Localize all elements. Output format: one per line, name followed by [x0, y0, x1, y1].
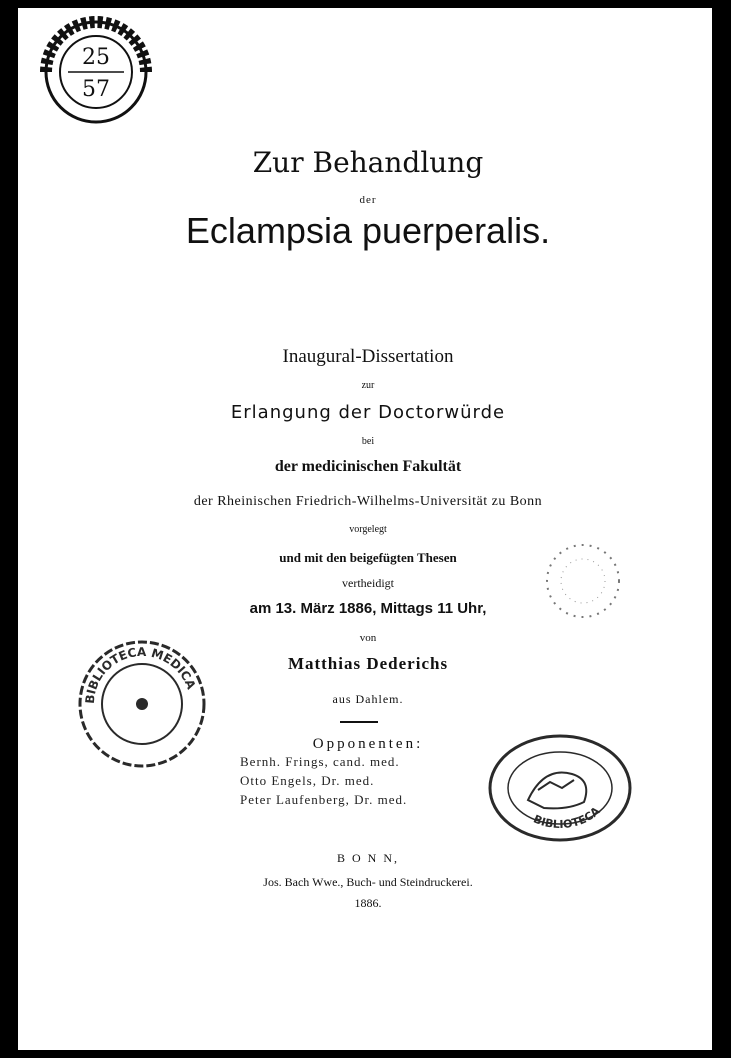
medical-library-stamp	[74, 636, 210, 772]
society-ring-text: BIBLIOTECA	[531, 804, 603, 832]
opponent-item: Peter Laufenberg, Dr. med.	[240, 792, 408, 807]
imprint-printer: Jos. Bach Wwe., Buch- und Steindruckerei.	[263, 875, 473, 889]
society-oval-stamp	[484, 730, 636, 846]
dissertation-purpose: Erlangung der Doctorwürde	[230, 402, 506, 423]
imprint-city: B O N N,	[336, 851, 399, 865]
bei-label: bei	[361, 436, 375, 447]
opponent-item: Bernh. Frings, cand. med.	[240, 754, 400, 769]
faint-stamp	[538, 536, 628, 626]
title-connector: der	[359, 194, 377, 206]
author-name: Matthias Dederichs	[287, 654, 449, 673]
library-label-stamp	[24, 14, 164, 124]
opponents-heading: Opponenten:	[312, 736, 424, 752]
faculty-name: der medicinischen Fakultät	[274, 458, 462, 475]
opponents-list	[240, 754, 500, 811]
title-main: Zur Behandlung	[252, 146, 484, 179]
dissertation-type: Inaugural-Dissertation	[282, 346, 454, 367]
von-label: von	[359, 632, 377, 644]
theses-line: und mit den beigefügten Thesen	[279, 550, 457, 565]
label-top-number: 25	[82, 45, 110, 70]
zur-label: zur	[361, 380, 375, 391]
author-origin: aus Dahlem.	[332, 692, 404, 706]
vertheidigt-label: vertheidigt	[342, 576, 394, 590]
label-bottom-number: 57	[82, 77, 110, 102]
defense-date: am 13. März 1886, Mittags 11 Uhr,	[249, 600, 487, 617]
university-name: der Rheinischen Friedrich-Wilhelms-Universität zu Bonn	[193, 494, 543, 509]
title-subject: Eclampsia puerperalis.	[185, 210, 551, 251]
vorgelegt-label: vorgelegt	[349, 524, 387, 535]
divider-rule	[340, 721, 378, 723]
opponent-item: Otto Engels, Dr. med.	[240, 773, 375, 788]
imprint-year: 1886.	[354, 896, 382, 910]
document-page	[18, 8, 718, 1050]
stamp-ring-text: BIBLIOTECA MEDICA	[82, 644, 199, 705]
